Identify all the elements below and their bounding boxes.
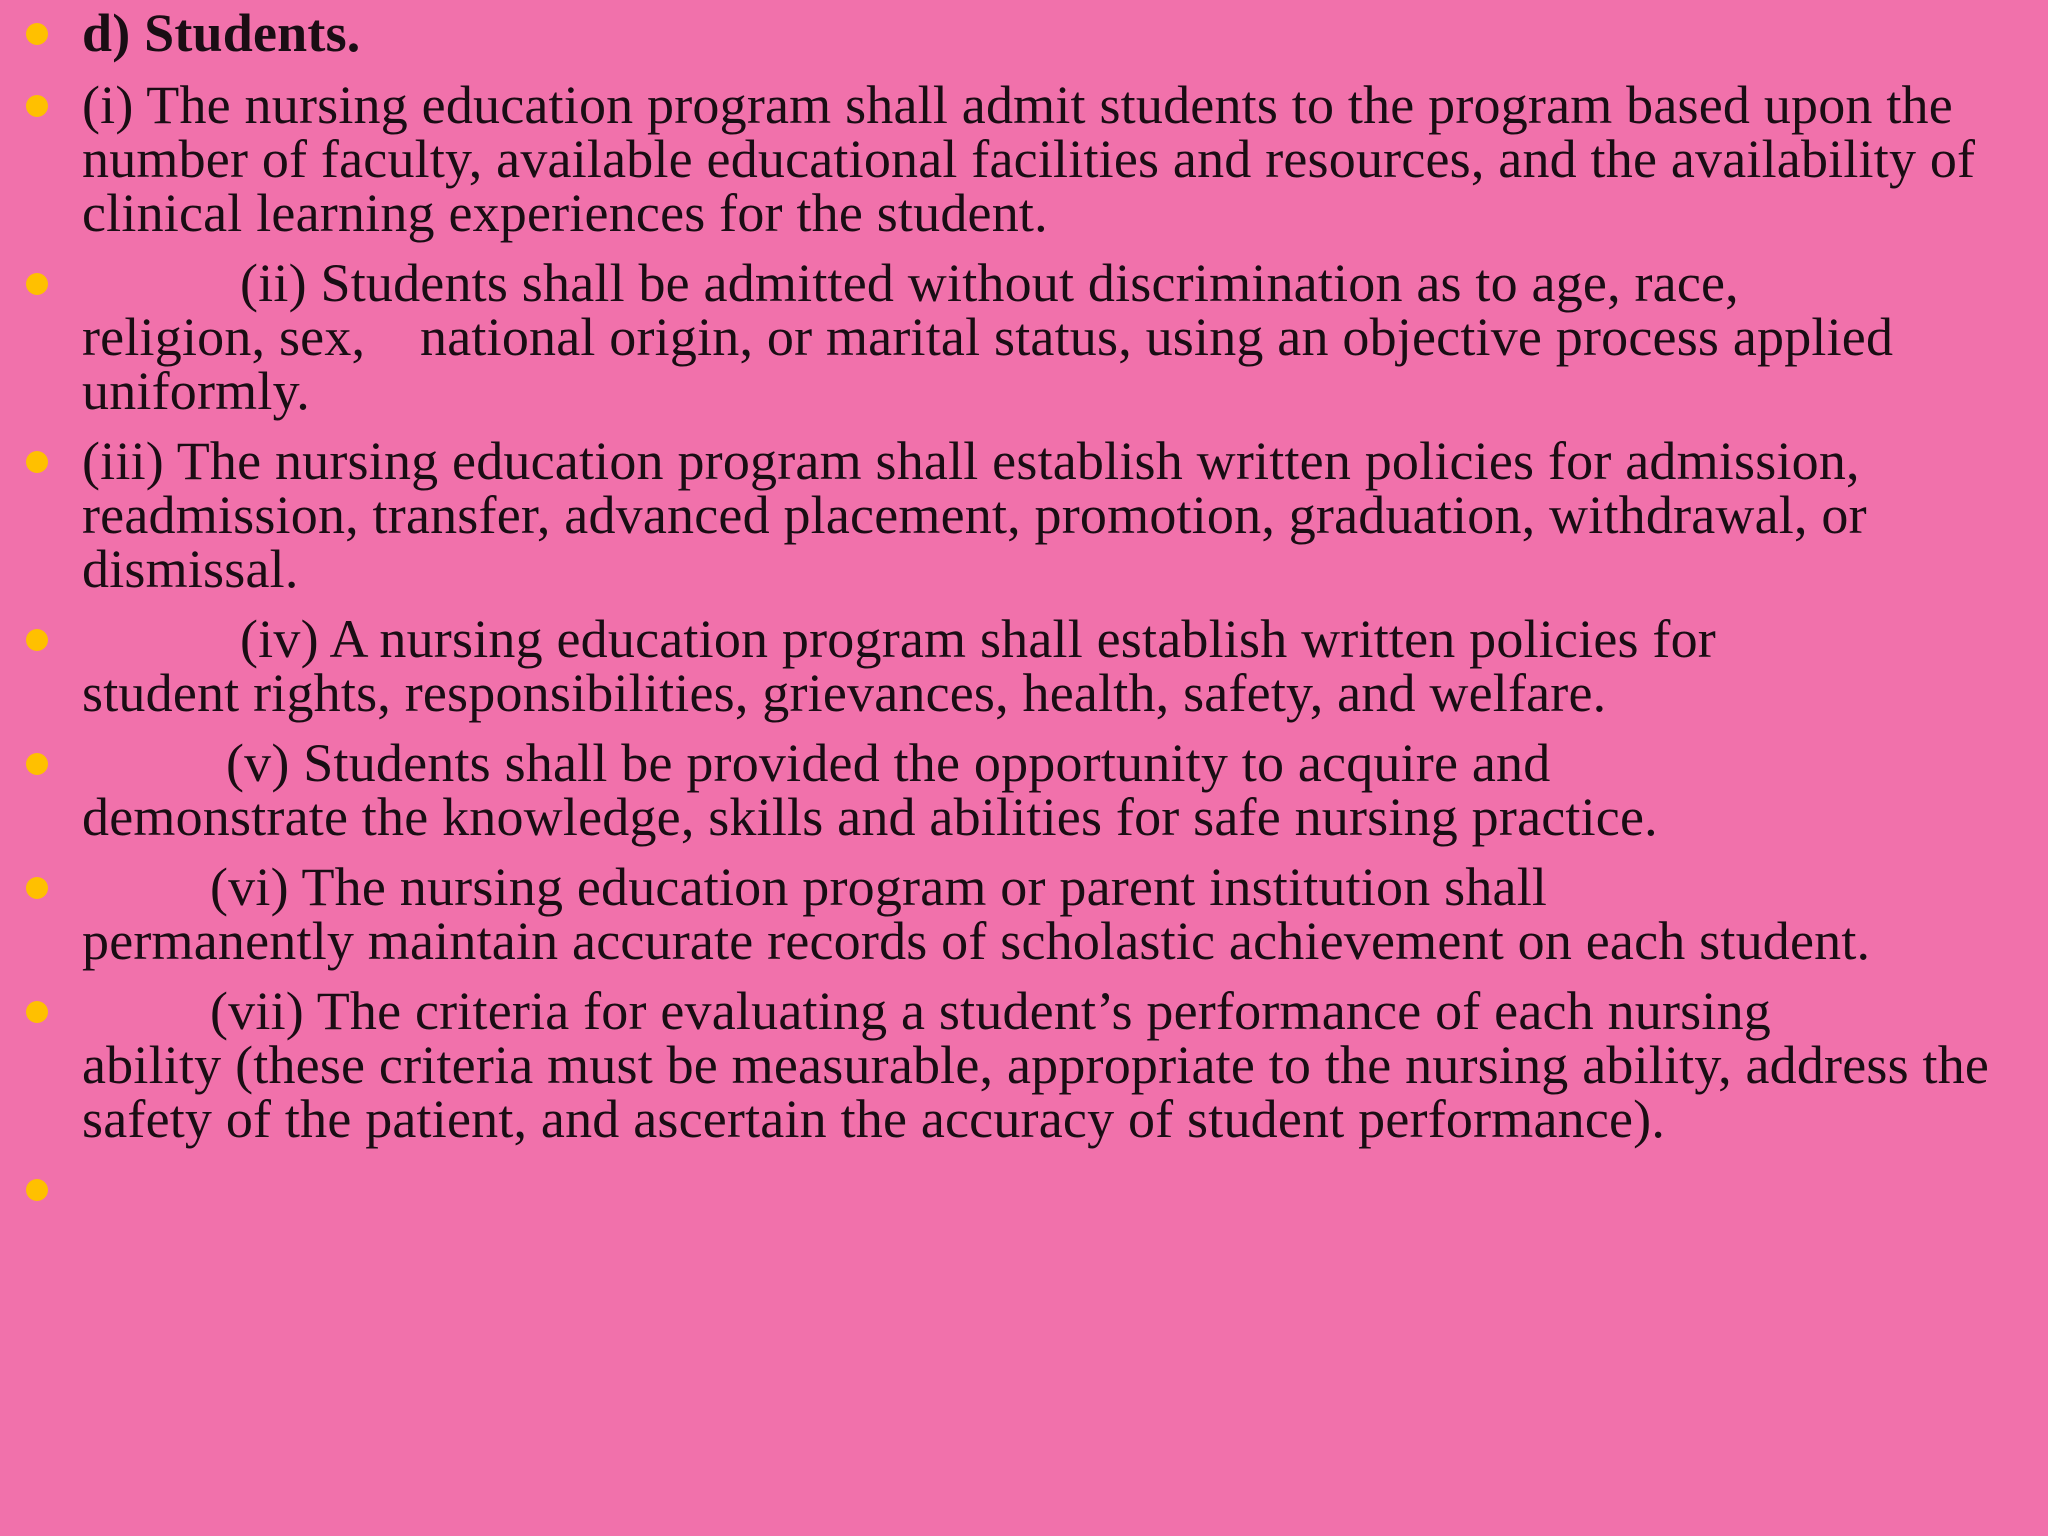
item-continuation: student rights, responsibilities, grievances, health, safety, and welfare.: [82, 663, 1607, 723]
bullet-list: [0, 3, 2028, 1216]
bullet-dot-icon: [26, 1001, 48, 1023]
bullet-dot-icon: [26, 273, 48, 295]
item-continuation: demonstrate the knowledge, skills and abilities for safe nursing practice.: [82, 787, 1658, 847]
section-heading: d) Students.: [82, 3, 361, 63]
item-continuation: permanently maintain accurate records of scholastic achievement on each student.: [82, 911, 1871, 971]
item-text: (iii) The nursing education program shall establish written policies for admission, readmission, transfer, advanced placement, promotion, graduation, withdrawal, or dismissal.: [82, 431, 1867, 599]
item-first-line: (iv) A nursing education program shall establish written policies for: [240, 609, 1716, 669]
bullet-item-v: [0, 733, 2028, 847]
item-continuation: ability (these criteria must be measurable, appropriate to the nursing ability, address the safety of the patient, and ascertain the accuracy of student performance).: [82, 1035, 1990, 1149]
item-text: (i) The nursing education program shall admit students to the program based upon the number of faculty, available educational facilities and resources, and the availability of clinical learning experiences for the student.: [82, 75, 1976, 243]
bullet-item-vii: [0, 981, 2028, 1149]
item-first-line: (v) Students shall be provided the opportunity to acquire and: [226, 733, 1551, 793]
bullet-item-iii: [0, 431, 2028, 599]
bullet-dot-icon: [26, 23, 48, 45]
bullet-dot-icon: [26, 753, 48, 775]
item-first-line: (ii) Students shall be admitted without discrimination as to age, race,: [240, 253, 1739, 313]
bullet-item-iv: [0, 609, 2028, 723]
bullet-dot-icon: [26, 877, 48, 899]
bullet-item-i: [0, 75, 2028, 243]
bullet-item-empty: [0, 1162, 2028, 1216]
bullet-dot-icon: [26, 1179, 48, 1201]
item-first-line: (vi) The nursing education program or parent institution shall: [210, 857, 1548, 917]
bullet-dot-icon: [26, 95, 48, 117]
bullet-dot-icon: [26, 629, 48, 651]
bullet-item-ii: [0, 253, 2028, 421]
bullet-item-heading: [0, 3, 2028, 63]
item-first-line: (vii) The criteria for evaluating a student’s performance of each nursing: [210, 981, 1771, 1041]
bullet-item-vi: [0, 857, 2028, 971]
empty-bullet-text: [82, 1162, 2028, 1216]
bullet-dot-icon: [26, 451, 48, 473]
item-continuation: religion, sex, national origin, or marital status, using an objective process applied uniformly.: [82, 307, 1907, 421]
